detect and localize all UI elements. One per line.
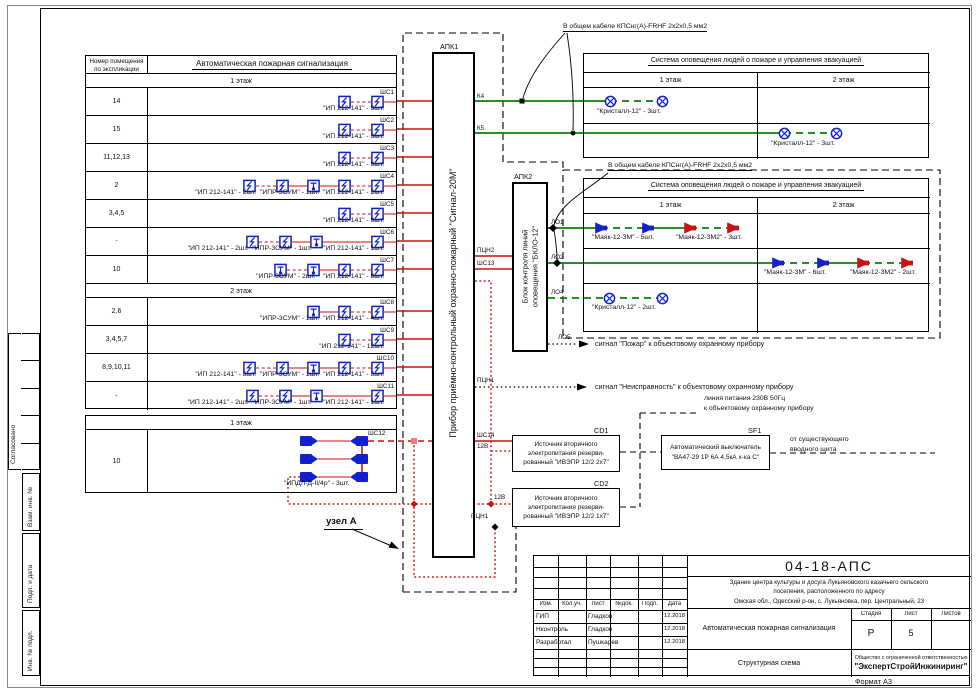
table-row (86, 144, 396, 172)
sheet-header: Лист (904, 611, 918, 617)
floor-band: 1 этаж (86, 416, 396, 430)
room-number: 2,6 (86, 298, 148, 325)
company-type: Общество с ограниченной ответственностью (854, 655, 968, 661)
lamp-icon (778, 127, 791, 140)
device-caption: "Кристалл-12" - 3шт. (597, 108, 661, 115)
col-header-koluch: Кол.уч. (562, 601, 582, 607)
room-number: - (86, 228, 148, 255)
line-label-shs13: ШС13 (477, 260, 495, 267)
device-caption: "ИПР-3СУМ" - 1шт. "ИП 212-141" - 4шт. (259, 315, 384, 322)
fire-signal-text: сигнал "Пожар" к объектовому охранному прибору (595, 339, 765, 348)
col-header-data: Дата (667, 601, 682, 607)
stage-value: Р (867, 628, 875, 639)
col-header-izm: Изм. (539, 601, 553, 607)
line-label-lo5: ЛО5 (558, 334, 571, 341)
podp-label: Подп. и дата (27, 564, 34, 603)
staff-name: Гладков (588, 626, 613, 633)
cable-note-1: В общем кабеле КПСнг(А)-FRHF 2х2х0,5 мм2 (563, 23, 707, 30)
speaker-icon (771, 257, 785, 269)
table-row (86, 116, 396, 144)
speaker-strobe-icon (856, 257, 870, 269)
loop-label: ШС8 (380, 299, 394, 306)
device-caption: "ИП 212-141" - 3шт. "ИПР-3СУМ" - 1шт. "ИП 212-141" - 3шт. (195, 371, 384, 378)
drawing-title: Автоматическая пожарная сигнализация (702, 625, 836, 632)
sheets-header: Листов (941, 611, 961, 617)
speaker-strobe-icon (726, 222, 740, 234)
psu2-tag: CD2 (594, 479, 609, 488)
floor-col-header: 1 этаж (659, 200, 682, 209)
device-caption: "ИП 212-141" - 2шт. "ИПР-3СУМ" - 1шт. "ИП 212-141" - 1шт. (187, 399, 384, 406)
loop-label: ШС3 (380, 145, 394, 152)
line-label-lo1: ЛО1 (551, 219, 564, 226)
table-title: Система оповещения людей о пожаре и управления эвакуацией (584, 182, 928, 189)
breaker-tag: SF1 (748, 426, 762, 435)
speaker-icon (641, 222, 655, 234)
room-number: - (86, 382, 148, 410)
stage-header: Стадия (860, 611, 882, 617)
room-number: 8,9,10,11 (86, 354, 148, 381)
room-number: 2 (86, 172, 148, 199)
company-name: "ЭкспертСтройИнжиниринг" (854, 662, 968, 671)
line-label-12v-1: 12В (477, 443, 489, 450)
table-title: Система оповещения людей о пожаре и управления эвакуацией (584, 57, 928, 64)
loop-label: ШС6 (380, 229, 394, 236)
staff-name: Пушкарев (588, 639, 619, 646)
fire-alarm-table (85, 55, 397, 409)
loop-label: ШС1 (380, 89, 394, 96)
staff-date: 12.2018 (664, 639, 685, 645)
floor-band: 1 этаж (86, 74, 396, 88)
device-caption: "Маяк-12-3М" - 6шт. (764, 269, 827, 276)
col-header-list: Лист (591, 601, 605, 607)
line-label-lo4: ЛО4 (551, 289, 564, 296)
table-row (86, 228, 396, 256)
line-label-k4: К4 (477, 93, 485, 100)
col-header-ndok: №док. (615, 601, 633, 607)
room-number: 3,4,5,7 (86, 326, 148, 353)
project-description: Здание центра культуры и досуга Лукьяновского казачьего сельского поселения, расположенного по адресу Омская обл., Одесский р-он, с. Лукьяновка, пер. Центральный, 23 (729, 579, 929, 605)
table-row (86, 298, 396, 326)
loop-label: ШС5 (380, 201, 394, 208)
device-caption: "Маяк-12-3М" - 5шт. (592, 234, 655, 241)
device-caption: "ИПР-3СУМ" - 2шт. "ИП 212-141" - 8шт. (256, 273, 384, 280)
table-row (86, 172, 396, 200)
lamp-icon (830, 127, 843, 140)
table-row (86, 256, 396, 284)
device-caption: "ИП 212-141" - 3шт. (323, 133, 384, 140)
line-label-lo2: ЛО2 (551, 254, 564, 261)
loop-label: ШС2 (380, 117, 394, 124)
device-caption: "Кристалл-12" - 2шт. (592, 304, 656, 311)
loop-label: ШС12 (368, 430, 386, 437)
apk2-title: Блок контроля линий оповещения "БКЛО-12" (520, 225, 539, 308)
line-label-pcn2: ПЦН2 (477, 247, 495, 254)
line-label-shs14: ШС14 (477, 432, 495, 439)
psu1-block: Источник вторичного электропитания резерви- рованный "ИВЭПР 12/2 2х7" (512, 435, 620, 472)
line-label-pcn1b: ПЦН1 (471, 513, 489, 520)
node-a-label: узел А (324, 516, 363, 530)
staff-role: ГИП (536, 613, 549, 620)
sheet-value: 5 (908, 628, 914, 638)
line-label-12v-2: 12В (494, 494, 506, 501)
format-note: Формат А3 (855, 677, 892, 686)
table-row (86, 382, 396, 410)
room-number: 3,4,5 (86, 200, 148, 227)
drawing-subtitle: Структурная схема (737, 660, 801, 667)
aps-col-header: Автоматическая пожарная сигнализация (148, 56, 396, 73)
from-panel-text-2: вводного щита (790, 446, 837, 453)
device-caption: "ИП 212-141" - 3шт. (323, 105, 384, 112)
floor-col-header: 2 этаж (832, 200, 855, 209)
table-row (86, 200, 396, 228)
loop-label: ШС7 (380, 257, 394, 264)
apk1-title: Прибор приёмно-контрольный охранно-пожарный "Сигнал-20М" (448, 168, 458, 438)
loop-label: ШС4 (380, 173, 394, 180)
linear-detector-table (85, 415, 397, 493)
lamp-icon (603, 292, 616, 305)
line-label-k5: К5 (477, 125, 485, 132)
device-caption: "ИПДЛ-Д-II/4р" - 3шт. (284, 480, 350, 487)
room-number: 10 (86, 256, 148, 283)
speaker-icon (594, 222, 608, 234)
title-block (533, 555, 970, 676)
from-panel-text-1: от существующего (790, 436, 849, 443)
lamp-icon (604, 95, 617, 108)
apk2-tag: АПК2 (514, 172, 533, 181)
room-number: 15 (86, 116, 148, 143)
breaker-block: Автоматический выключатель "ВА47-29 1Р 6А 4,5кА х-ка С" (661, 435, 770, 470)
power-line-text-2: к объектовому охранному прибору (704, 405, 814, 412)
room-number: 14 (86, 88, 148, 115)
table-row (86, 354, 396, 382)
room-number: 10 (86, 430, 148, 492)
apk1-tag: АПК1 (440, 42, 459, 51)
table-row (86, 88, 396, 116)
device-caption: "ИП 212-141" - 2шт. "ИПР-3СУМ" - 1шт. "ИП 212-141" - 2шт. (195, 189, 384, 196)
vzam-label: Взам. инв. № (27, 486, 34, 527)
loop-label: ШС9 (380, 327, 394, 334)
col-header-podp: Подп. (642, 601, 658, 607)
device-caption: "Маяк-12-3М2" - 2шт. (850, 269, 916, 276)
lamp-notification-table (583, 53, 929, 158)
device-caption: "Маяк-12-3М2" - 3шт. (676, 234, 742, 241)
device-caption: "ИП 212-141" - 9шт. (323, 161, 384, 168)
inv-label: Инв. № подл. (27, 630, 34, 671)
power-line-text-1: линия питания 230В 50Гц (704, 395, 786, 402)
fault-signal-text: сигнал "Неисправность" к объектовому охранному прибору (595, 382, 794, 391)
loop-label: ШС10 (376, 355, 394, 362)
device-caption: "ИП 212-141" - 9шт. (323, 217, 384, 224)
speaker-notification-table (583, 178, 929, 332)
speaker-strobe-icon (683, 222, 697, 234)
staff-role: Нконтроль (536, 626, 569, 633)
staff-date: 12.2018 (664, 626, 685, 632)
loop-label: ШС11 (377, 383, 394, 390)
line-label-pcn1: ПЦН1 (477, 377, 495, 384)
table-row (86, 326, 396, 354)
staff-name: Гладков (588, 613, 613, 620)
speaker-strobe-icon (900, 257, 914, 269)
cable-note-2: В общем кабеле КПСнг(А)-FRHF 2х2х0,5 мм2 (608, 162, 752, 169)
device-caption: "ИП 212-141" - 12шт. (319, 343, 384, 350)
floor-col-header: 2 этаж (832, 75, 855, 84)
staff-role: Разработал (536, 639, 572, 646)
lamp-icon (656, 292, 669, 305)
room-number: 11,12,13 (86, 144, 148, 171)
staff-date: 12.2018 (664, 613, 685, 619)
device-caption: "Кристалл-12" - 3шт. (771, 140, 835, 147)
agreed-label: Согласовано (10, 424, 17, 464)
speaker-icon (816, 257, 830, 269)
lamp-icon (656, 95, 669, 108)
floor-band: 2 этаж (86, 284, 396, 298)
device-caption: "ИП 212-141" - 2шт. "ИПР-3СУМ" - 1шт. "ИП 212-141" - 1шт. (187, 245, 384, 252)
document-number: 04-18-АПС (785, 558, 873, 574)
psu2-block: Источник вторичного электропитания резерви- рованный "ИВЭПР 12/2 1х7" (512, 488, 620, 527)
room-col-header: Номер помещения по экспликации (86, 56, 148, 73)
floor-col-header: 1 этаж (659, 75, 682, 84)
psu1-tag: CD1 (594, 426, 609, 435)
